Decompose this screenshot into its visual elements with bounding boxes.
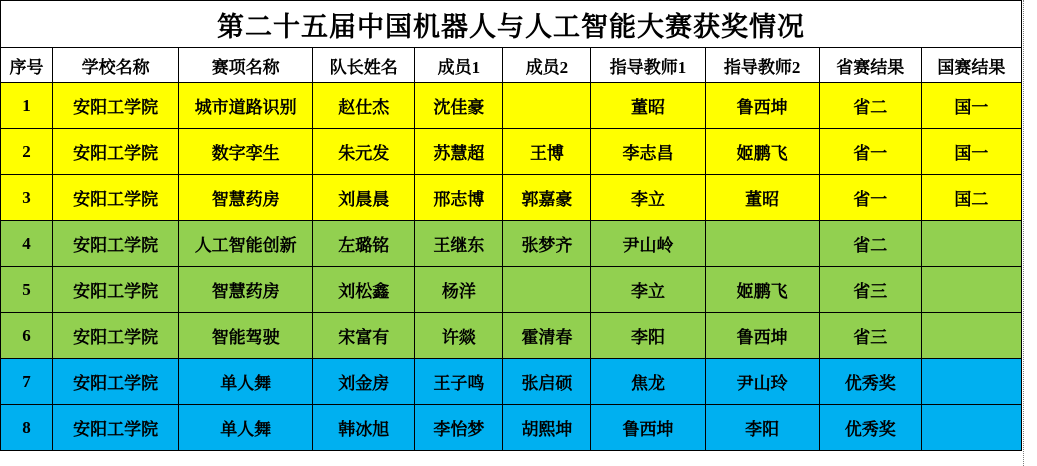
- cell-advisor2: 鲁西坤: [705, 313, 819, 359]
- table-row: [1, 221, 1022, 267]
- cell-event: 人工智能创新: [179, 221, 313, 267]
- cell-province-result: 省二: [819, 221, 921, 267]
- cell-captain: 韩冰旭: [313, 405, 415, 451]
- column-header-member1: 成员1: [415, 48, 503, 83]
- cell-member2: [503, 83, 591, 129]
- cell-event: 单人舞: [179, 359, 313, 405]
- cell-advisor2: 李阳: [705, 405, 819, 451]
- column-header-index: 序号: [1, 48, 53, 83]
- cell-member1: 杨洋: [415, 267, 503, 313]
- cell-member2: [503, 267, 591, 313]
- cell-province-result: 省三: [819, 313, 921, 359]
- cell-event: 城市道路识别: [179, 83, 313, 129]
- cell-advisor2: 尹山玲: [705, 359, 819, 405]
- table-row: [1, 175, 1022, 221]
- cell-school: 安阳工学院: [53, 83, 179, 129]
- cell-member1: 王子鸣: [415, 359, 503, 405]
- table-body: [1, 1, 1022, 451]
- cell-province-result: 省三: [819, 267, 921, 313]
- cell-advisor1: 李志昌: [591, 129, 705, 175]
- cell-index: 2: [1, 129, 53, 175]
- cell-advisor2: 董昭: [705, 175, 819, 221]
- right-margin-area: [1024, 0, 1037, 466]
- cell-advisor1: 李立: [591, 175, 705, 221]
- cell-captain: 朱元发: [313, 129, 415, 175]
- cell-captain: 刘松鑫: [313, 267, 415, 313]
- cell-index: 3: [1, 175, 53, 221]
- cell-captain: 刘金房: [313, 359, 415, 405]
- table-row: [1, 83, 1022, 129]
- cell-national-result: [921, 221, 1021, 267]
- column-header-advisor2: 指导教师2: [705, 48, 819, 83]
- cell-captain: 宋富有: [313, 313, 415, 359]
- cell-captain: 刘晨晨: [313, 175, 415, 221]
- cell-index: 4: [1, 221, 53, 267]
- cell-advisor2: 姬鹏飞: [705, 129, 819, 175]
- cell-event: 单人舞: [179, 405, 313, 451]
- cell-member1: 王继东: [415, 221, 503, 267]
- cell-national-result: [921, 267, 1021, 313]
- cell-member1: 苏慧超: [415, 129, 503, 175]
- cell-province-result: 优秀奖: [819, 359, 921, 405]
- cell-province-result: 省一: [819, 175, 921, 221]
- cell-member2: 郭嘉豪: [503, 175, 591, 221]
- cell-index: 6: [1, 313, 53, 359]
- cell-member2: 张启硕: [503, 359, 591, 405]
- cell-advisor2: 鲁西坤: [705, 83, 819, 129]
- print-area-boundary: [1023, 0, 1024, 466]
- cell-advisor2: 姬鹏飞: [705, 267, 819, 313]
- column-header-captain: 队长姓名: [313, 48, 415, 83]
- table-row: [1, 267, 1022, 313]
- cell-national-result: 国一: [921, 129, 1021, 175]
- cell-member1: 许燚: [415, 313, 503, 359]
- table-row: [1, 313, 1022, 359]
- cell-province-result: 省二: [819, 83, 921, 129]
- cell-school: 安阳工学院: [53, 313, 179, 359]
- cell-member2: 王博: [503, 129, 591, 175]
- cell-member2: 张梦齐: [503, 221, 591, 267]
- cell-school: 安阳工学院: [53, 405, 179, 451]
- cell-event: 数字孪生: [179, 129, 313, 175]
- cell-province-result: 优秀奖: [819, 405, 921, 451]
- cell-member2: 霍清春: [503, 313, 591, 359]
- cell-school: 安阳工学院: [53, 267, 179, 313]
- cell-event: 智能驾驶: [179, 313, 313, 359]
- column-header-member2: 成员2: [503, 48, 591, 83]
- cell-advisor1: 李立: [591, 267, 705, 313]
- column-header-national-result: 国赛结果: [921, 48, 1021, 83]
- cell-index: 7: [1, 359, 53, 405]
- cell-captain: 左璐铭: [313, 221, 415, 267]
- column-header-advisor1: 指导教师1: [591, 48, 705, 83]
- cell-index: 5: [1, 267, 53, 313]
- cell-advisor1: 李阳: [591, 313, 705, 359]
- cell-advisor2: [705, 221, 819, 267]
- column-header-province-result: 省赛结果: [819, 48, 921, 83]
- cell-captain: 赵仕杰: [313, 83, 415, 129]
- cell-index: 8: [1, 405, 53, 451]
- cell-national-result: [921, 405, 1021, 451]
- table-header-row: [1, 48, 1022, 83]
- cell-school: 安阳工学院: [53, 221, 179, 267]
- cell-national-result: [921, 359, 1021, 405]
- cell-national-result: 国二: [921, 175, 1021, 221]
- cell-advisor1: 鲁西坤: [591, 405, 705, 451]
- column-header-event: 赛项名称: [179, 48, 313, 83]
- table-row: [1, 129, 1022, 175]
- cell-member1: 邢志博: [415, 175, 503, 221]
- cell-event: 智慧药房: [179, 175, 313, 221]
- cell-advisor1: 尹山岭: [591, 221, 705, 267]
- cell-member1: 李怡梦: [415, 405, 503, 451]
- cell-national-result: 国一: [921, 83, 1021, 129]
- cell-school: 安阳工学院: [53, 175, 179, 221]
- title-row: [1, 1, 1022, 48]
- cell-member1: 沈佳豪: [415, 83, 503, 129]
- column-header-school: 学校名称: [53, 48, 179, 83]
- cell-school: 安阳工学院: [53, 129, 179, 175]
- cell-member2: 胡熙坤: [503, 405, 591, 451]
- cell-advisor1: 焦龙: [591, 359, 705, 405]
- cell-province-result: 省一: [819, 129, 921, 175]
- cell-advisor1: 董昭: [591, 83, 705, 129]
- table-row: [1, 359, 1022, 405]
- cell-index: 1: [1, 83, 53, 129]
- cell-national-result: [921, 313, 1021, 359]
- cell-school: 安阳工学院: [53, 359, 179, 405]
- table-row: [1, 405, 1022, 451]
- cell-event: 智慧药房: [179, 267, 313, 313]
- page-title: 第二十五届中国机器人与人工智能大赛获奖情况: [1, 1, 1022, 48]
